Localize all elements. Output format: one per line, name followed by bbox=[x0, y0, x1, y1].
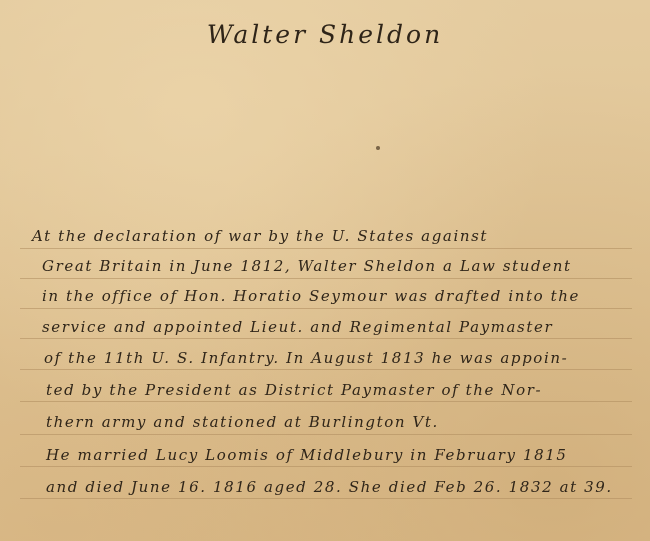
ink-speck bbox=[376, 146, 380, 150]
ruled-line bbox=[20, 308, 632, 309]
paragraph-line: and died June 16. 1816 aged 28. She died Feb 26. 1832 at 39. bbox=[46, 478, 613, 496]
paragraph-line: in the office of Hon. Horatio Seymour was drafted into the bbox=[42, 287, 580, 305]
paragraph-line: thern army and stationed at Burlington Vt. bbox=[46, 413, 439, 431]
paragraph-line: ted by the President as District Paymaster of the Nor- bbox=[46, 381, 543, 399]
ruled-line bbox=[20, 401, 632, 402]
ruled-line bbox=[20, 338, 632, 339]
paragraph-line: He married Lucy Loomis of Middlebury in February 1815 bbox=[46, 446, 568, 464]
ruled-line bbox=[20, 498, 632, 499]
ruled-line bbox=[20, 278, 632, 279]
paragraph-line: service and appointed Lieut. and Regimental Paymaster bbox=[42, 318, 554, 336]
ruled-line bbox=[20, 434, 632, 435]
paragraph-line: of the 11th U. S. Infantry. In August 1813 he was appoin- bbox=[44, 349, 569, 367]
paragraph-line: At the declaration of war by the U. States against bbox=[32, 227, 489, 245]
ruled-line bbox=[20, 369, 632, 370]
ruled-line bbox=[20, 466, 632, 467]
document-heading: Walter Sheldon bbox=[206, 20, 444, 49]
ruled-line bbox=[20, 248, 632, 249]
paragraph-line: Great Britain in June 1812, Walter Sheldon a Law student bbox=[42, 257, 572, 275]
